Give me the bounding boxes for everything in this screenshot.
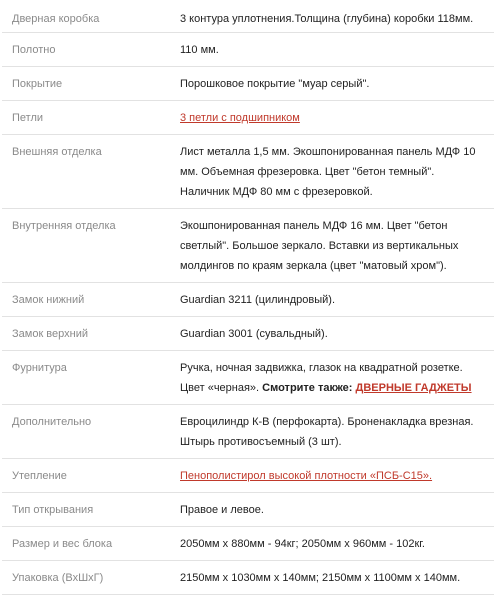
spec-value <box>172 405 494 459</box>
spec-value: Guardian 3211 (цилиндровый). <box>172 283 494 317</box>
spec-label: Дополнительно <box>2 405 172 459</box>
spec-value: 2050мм х 880мм - 94кг; 2050мм х 960мм - 102кг. <box>172 527 494 561</box>
specifications-table <box>2 0 494 595</box>
spec-label: Замок верхний <box>2 317 172 351</box>
spec-value-line: Наличник МДФ 80 мм с фрезеровкой. <box>180 186 373 198</box>
spec-label: Тип открывания <box>2 493 172 527</box>
spec-row-packaging <box>2 561 494 595</box>
spec-value-line: Штырь противосъемный (3 шт). <box>180 436 342 448</box>
spec-row-size-weight <box>2 527 494 561</box>
spec-value <box>172 459 494 493</box>
insulation-link[interactable]: Пенополистирол высокой плотности «ПСБ-С15». <box>180 470 433 482</box>
spec-row-opening-type <box>2 493 494 527</box>
spec-row-insulation <box>2 459 494 493</box>
spec-label: Внешняя отделка <box>2 135 172 209</box>
spec-value: Guardian 3001 (сувальдный). <box>172 317 494 351</box>
spec-row-door-leaf <box>2 33 494 67</box>
spec-value-line <box>180 378 488 398</box>
spec-value-line: молдингов по краям зеркала (цвет "матовый хром"). <box>180 260 447 272</box>
see-also-label: Смотрите также: <box>262 382 356 394</box>
spec-row-additional <box>2 405 494 459</box>
spec-value <box>172 351 494 405</box>
spec-value: Правое и левое. <box>172 493 494 527</box>
spec-value-line: Экошпонированная панель МДФ 16 мм. Цвет "бетон <box>180 220 448 232</box>
spec-value <box>172 135 494 209</box>
spec-label: Петли <box>2 101 172 135</box>
spec-label: Замок нижний <box>2 283 172 317</box>
spec-value: 2150мм х 1030мм х 140мм; 2150мм х 1100мм х 140мм. <box>172 561 494 595</box>
spec-row-lower-lock <box>2 283 494 317</box>
spec-row-interior-finish <box>2 209 494 283</box>
spec-label: Фурнитура <box>2 351 172 405</box>
spec-value <box>172 209 494 283</box>
spec-label: Внутренняя отделка <box>2 209 172 283</box>
spec-value-line: Евроцилиндр К-В (перфокарта). Броненакладка врезная. <box>180 416 474 428</box>
spec-row-coating <box>2 67 494 101</box>
spec-value-line: Ручка, ночная задвижка, глазок на квадратной розетке. <box>180 362 463 374</box>
spec-value <box>172 101 494 135</box>
spec-row-exterior-finish <box>2 135 494 209</box>
spec-value: Порошковое покрытие "муар серый". <box>172 67 494 101</box>
hardware-color-text: Цвет «черная». <box>180 382 263 394</box>
spec-value-line: светлый". Большое зеркало. Вставки из вертикальных <box>180 240 459 252</box>
spec-value-line: Лист металла 1,5 мм. Экошпонированная панель МДФ 10 <box>180 146 476 158</box>
spec-row-hinges <box>2 101 494 135</box>
spec-label: Утепление <box>2 459 172 493</box>
spec-label: Упаковка (ВхШхГ) <box>2 561 172 595</box>
spec-row-door-frame <box>2 0 494 33</box>
spec-value: 3 контура уплотнения.Толщина (глубина) коробки 118мм. <box>172 0 494 33</box>
spec-label: Размер и вес блока <box>2 527 172 561</box>
spec-label: Покрытие <box>2 67 172 101</box>
spec-label: Дверная коробка <box>2 0 172 33</box>
hinges-link[interactable]: 3 петли с подшипником <box>180 112 300 124</box>
spec-label: Полотно <box>2 33 172 67</box>
door-gadgets-link[interactable]: ДВЕРНЫЕ ГАДЖЕТЫ <box>355 382 472 394</box>
spec-value-line: мм. Объемная фрезеровка. Цвет "бетон темный". <box>180 166 435 178</box>
spec-value: 110 мм. <box>172 33 494 67</box>
spec-row-upper-lock <box>2 317 494 351</box>
spec-row-hardware <box>2 351 494 405</box>
